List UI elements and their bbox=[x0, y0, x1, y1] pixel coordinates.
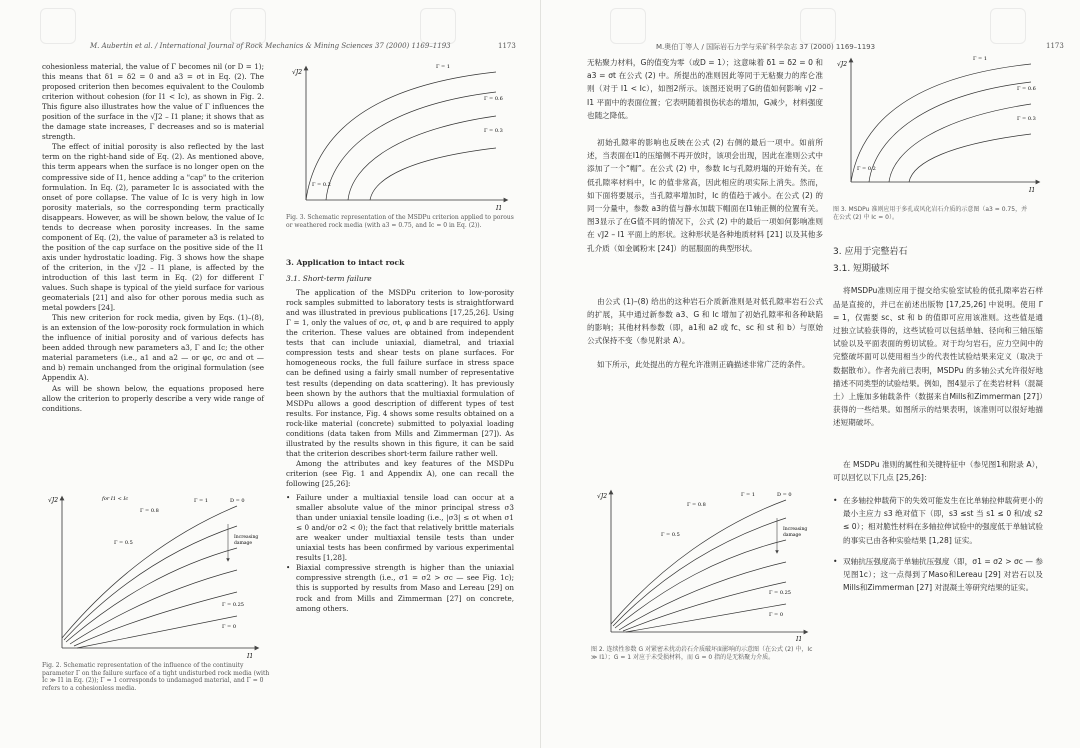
curve-label: Γ = 1 bbox=[194, 498, 209, 504]
curve-label: Γ = 0 bbox=[769, 612, 784, 618]
curve-label: D = 0 bbox=[230, 498, 245, 504]
x-axis-label: I1 bbox=[1029, 187, 1036, 192]
left-column bbox=[587, 56, 823, 371]
chinese-page bbox=[540, 0, 1080, 748]
figure-3 bbox=[286, 60, 512, 210]
watermark-icon bbox=[610, 8, 646, 44]
figure-3-caption: 图 3. MSDPu 准则应用于多孔或风化岩石介质的示意图（a3 = 0.75，并在公式 (2) 中 Ic = 0）。 bbox=[833, 206, 1028, 221]
curve-label: Γ = 0.25 bbox=[222, 602, 244, 608]
x-axis-label: I1 bbox=[496, 205, 503, 210]
curve-label: Γ = 0.3 bbox=[484, 128, 503, 134]
paragraph: The effect of initial porosity is also reflected by the last term on the right-hand side of Eq. (2). As mentioned above, this term appears when the surface is no longer open on the compressive side of I1, hence adding a "cap" to the criterion formulation. In Eq. (2), parameter Ic is associated with the onset of pore collapse. The value of Ic is very high in low porosity materials, so the corresponding term practically disappears. However, as will be shown below, the value of Ic tends to decrease when porosity increases. In the same component of Eq. (2), the value of parameter a3 is related to the position of the cap surface on the positive side of the I1 axis under hydrostatic loading. Fig. 3 shows how the shape of the criterion, in the √J2 – I1 plane, is affected by the introduction of this last term in Eq. (2) for different Γ values. Such shape is typical of the yield surface for various geomaterials [21] and also for other porous media such as metal powders [24]. bbox=[42, 142, 264, 313]
figure-3 bbox=[833, 52, 1043, 192]
y-axis-label: √J2 bbox=[292, 69, 303, 76]
y-axis-label: √J2 bbox=[837, 61, 848, 68]
paragraph: Among the attributes and key features of the MSDPu criterion (see Fig. 1 and Appendix A), one can recall the following [25,26]: bbox=[286, 458, 514, 488]
paragraph: cohesionless material, the value of Γ becomes nil (or D = 1); this means that δ1 = δ2 = 0 and a3 = σt in Eq. (2). The proposed criterion then becomes equivalent to the Coulomb criterion without cohesion (for I1 < Ic), as shown in Fig. 2. This figure also illustrates how the value of Γ influences the position of the surface in the √J2 – I1 plane; it shows that as the damage state increases, Γ decreases and so is material strength. bbox=[42, 62, 264, 142]
watermark-icon bbox=[990, 8, 1026, 44]
arrow-label: Increasing bbox=[783, 527, 808, 532]
section-title: 3. Application to intact rock bbox=[286, 258, 405, 267]
curve-label: Γ = 1 bbox=[436, 64, 451, 70]
curve-label: Γ = 0.8 bbox=[687, 502, 706, 508]
y-axis-label: √J2 bbox=[48, 497, 59, 504]
curve-label: Γ = 0.2 bbox=[312, 182, 331, 188]
paragraph: 由公式 (1)–(8) 给出的这种岩石介质新准则是对低孔隙率岩石公式的扩展，其中通过新参数 a3、G 和 Ic 增加了初始孔隙率和各种缺陷的影响；其他材料参数（即，a1和 a2 或 fc、sc 和 st 和 b）与原始公式保持不变（参见附录 A）。 bbox=[587, 296, 823, 346]
left-column bbox=[42, 62, 264, 414]
figure-2 bbox=[42, 488, 267, 660]
paragraph: As will be shown below, the equations proposed here allow the criterion to properly describe a very wide range of conditions. bbox=[42, 383, 264, 413]
section-title: 3. 应用于完整岩石 bbox=[833, 247, 908, 257]
figure-2 bbox=[591, 484, 816, 642]
subsection-title: 3.1. 短期破坏 bbox=[833, 264, 890, 275]
y-axis-label: √J2 bbox=[597, 493, 608, 500]
page-number: 1173 bbox=[498, 42, 516, 50]
curve-label: Γ = 0.5 bbox=[661, 532, 680, 538]
paragraph: 无粘聚力材料，G的值变为零（或D = 1）；这意味着 δ1 = δ2 = 0 和 a3 = σt 在公式 (2) 中。所提出的准则因此等同于无粘聚力的库仑准则（对于 I1 < Ic），如图2所示。该图还说明了G的值如何影响 √J2 – I1 平面中的表面位置；它表明随着损伤状态的增加，G减少，材料强度也随之降低。 bbox=[587, 58, 823, 120]
curve-label: Γ = 1 bbox=[741, 492, 756, 498]
curve-label: D = 0 bbox=[777, 492, 792, 498]
bullet-item: • 在多轴拉伸载荷下的失效可能发生在比单轴拉伸载荷更小的最小主应力 s3 绝对值下（即，s3 ≤st 当 s1 ≤ 0 和/或 s2 ≤ 0）；相对脆性材料在多轴拉伸试验中的强度低于单轴试验的事实已由各种实验结果 [1,28] 证实。 bbox=[833, 494, 1043, 547]
curve-label: Γ = 0.3 bbox=[1017, 116, 1036, 122]
watermark-icon bbox=[800, 8, 836, 44]
watermark-icon bbox=[230, 8, 266, 44]
paragraph: This new criterion for rock media, given by Eqs. (1)–(8), is an extension of the low-porosity rock formulation in which the influence of initial porosity and of various defects has been added through new parameters a3, Γ and Ic; the other material parameters (i.e., a1 and a2 — or φc, σc and σt — and b) remain unchanged from the original formulation (see Appendix A). bbox=[42, 313, 264, 383]
arrow-label: damage bbox=[783, 533, 802, 538]
paragraph: The application of the MSDPu criterion to low-porosity rock samples submitted to laboratory tests is straightforward and was illustrated in previous publications [17,25,26]. Using Γ = 1, only the values of σc, σt, φ and b are required to apply the criterion. These values are obtained from independent tests that can include uniaxial, diametral, and triaxial compression tests and shear tests on plane surfaces. For homogeneous rocks, the full failure surface in stress space can be defined using a fairly small number of representative test results (depending on data scattering). It has previously been shown by the authors that the multiaxial formulation of MSDPu allows a good description of different types of test results. For instance, Fig. 4 shows some results obtained on a rock-like material (concrete) submitted to polyaxial loading conditions (data taken from Mills and Zimmerman [27]). As illustrated by the results shown in this figure, it can be said that the criterion describes short-term failure rather well. bbox=[286, 288, 514, 458]
watermark-icon bbox=[40, 8, 76, 44]
bullet-item: • Failure under a multiaxial tensile load can occur at a smaller absolute value of the minor principal stress σ3 than under uniaxial tensile loading (i.e., |σ3| ≤ σt when σ1 ≤ 0 and/or σ2 < 0); the fact that relatively brittle materials are weaker under multiaxial tensile tests than under uniaxial tests has been confirmed by various experimental results [1,28]. bbox=[286, 493, 514, 563]
subsection-title: 3.1. Short-term failure bbox=[286, 274, 372, 284]
figure-2-caption: 图 2. 连续性参数 G 对紧密未扰动岩石介质破坏面影响的示意图（在公式 (2) 中，Ic ≫ I1）；G = 1 对应于未受损材料，而 G = 0 指的是无粘聚力介质。 bbox=[591, 646, 813, 661]
running-header: M. Aubertin et al. / International Journal of Rock Mechanics & Mining Sciences 37 (2000) 1169–1193 bbox=[90, 42, 451, 50]
x-axis-label: I1 bbox=[247, 653, 254, 660]
paragraph: 如下所示，此处提出的方程允许准则正确描述非常广泛的条件。 bbox=[597, 359, 810, 369]
page-number: 1173 bbox=[1046, 42, 1064, 50]
bullet-item: • Biaxial compressive strength is higher than the uniaxial compressive strength (i.e., σ1 = σ2 > σc — see Fig. 1c); this is supported by results from Maso and Lereau [29] on rock and from Mills and Zimmerman [27] on concrete, among others. bbox=[286, 563, 514, 613]
region-label: for I1 < Ic bbox=[102, 496, 129, 502]
curve-label: Γ = 0.5 bbox=[114, 540, 133, 546]
bullet-item: • 双轴抗压强度高于单轴抗压强度（即，σ1 = σ2 > σc — 参见图1c）；这一点得到了Maso和Lereau [29] 对岩石以及Mills和Zimmerman [27] 对混凝土等研究结果的证实。 bbox=[833, 555, 1043, 595]
running-header: M.奥伯丁等人 / 国际岩石力学与采矿科学杂志 37 (2000) 1169–1193 bbox=[656, 43, 876, 51]
right-column bbox=[833, 236, 1043, 594]
curve-label: Γ = 0.8 bbox=[140, 508, 159, 514]
curve-label: Γ = 0.6 bbox=[1017, 86, 1036, 92]
watermark-icon bbox=[420, 8, 456, 44]
curve-label: Γ = 0.2 bbox=[857, 166, 876, 172]
paragraph: 将MSDPu准则应用于提交给实验室试验的低孔隙率岩石样品是直接的，并已在前述出版物 [17,25,26] 中说明。使用 Γ = 1，仅需要 sc、st 和 b 的值即可应用该准则。这些值是通过独立试验获得的，这些试验可以包括单轴、径向和三轴压缩试验以及平面表面的剪切试验。对于均匀岩石，应力空间中的完整破坏面可以使用相当少的代表性试验结果来定义（取决于数据散布）。作者先前已表明，MSDPu 的多轴公式允许很好地描述不同类型的试验结果。例如，图4显示了在类岩材料（混凝土）上施加多轴载条件（数据来自Mills和Zimmerman [27]）获得的一些结果。如图所示的结果表明，该准则可以很好地描述短期破坏。 bbox=[833, 286, 1043, 428]
figure-3-caption: Fig. 3. Schematic representation of the MSDPu criterion applied to porous or weathered rock media (with a3 = 0.75, and Ic = 0 in Eq. (2)). bbox=[286, 214, 514, 229]
arrow-label: damage bbox=[234, 541, 253, 546]
figure-2-caption: Fig. 2. Schematic representation of the influence of the continuity parameter Γ on the failure surface of a tight undisturbed rock media (with Ic ≫ I1 in Eq. (2)); Γ = 1 corresponds to undamaged material, and Γ = 0 refers to a cohesionless media. bbox=[42, 662, 270, 692]
curve-label: Γ = 0.25 bbox=[769, 590, 791, 596]
curve-label: Γ = 1 bbox=[973, 56, 988, 62]
curve-label: Γ = 0 bbox=[222, 624, 237, 630]
arrow-label: Increasing bbox=[234, 535, 259, 540]
x-axis-label: I1 bbox=[796, 636, 803, 642]
paragraph: 初始孔隙率的影响也反映在公式 (2) 右侧的最后一项中。如前所述，当表面在I1的压缩侧不再开放时，该项会出现，因此在准则公式中添加了一个“帽”。在公式 (2) 中，参数 Ic与孔隙坍塌的开始有关。在低孔隙率材料中，Ic 的值非常高，因此相应的项实际上消失。然而，如下面将要展示，当孔隙率增加时，Ic 的值趋于减小。在公式 (2) 的同一分量中，参数 a3的值与静水加载下帽面在I1轴正侧的位置有关。图3显示了在G值不同的情况下，公式 (2) 中的最后一项如何影响准则在 √J2 – I1 平面上的形状。这种形状是各种地质材料 [21] 以及其他多孔介质（如金属粉末 [24]）的屈服面的典型形状。 bbox=[587, 138, 823, 253]
paragraph: 在 MSDPu 准则的属性和关键特征中（参见图1和附录 A），可以回忆以下几点 [25,26]： bbox=[833, 459, 1043, 482]
curve-label: Γ = 0.6 bbox=[484, 96, 503, 102]
right-column bbox=[286, 254, 514, 614]
